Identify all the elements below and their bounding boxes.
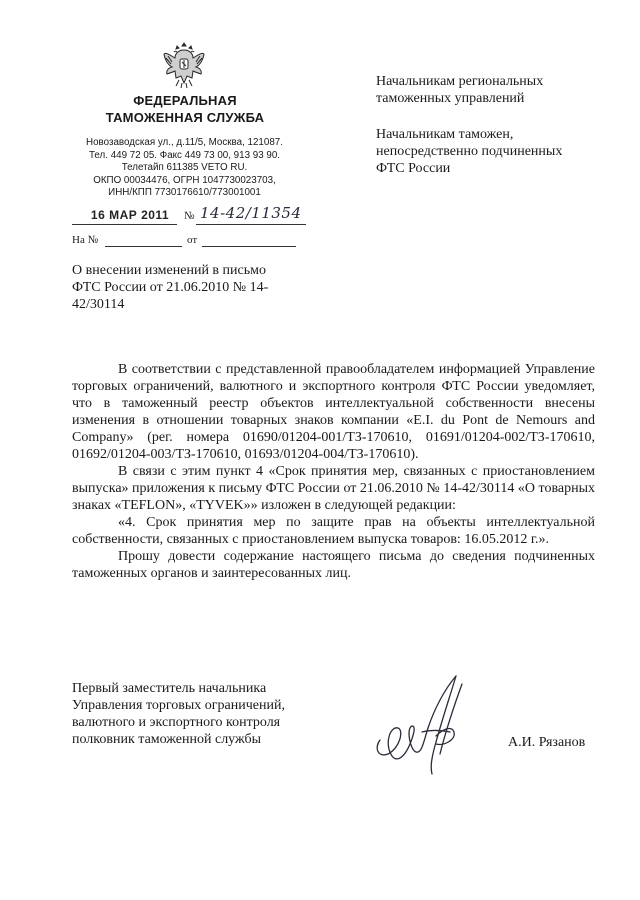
registration-number-label: № xyxy=(184,210,195,222)
addressee-line: ФТС России xyxy=(376,161,451,176)
signer-position xyxy=(72,680,342,748)
addressee-line: непосредственно подчиненных xyxy=(376,144,563,159)
signer-position-line: Управления торговых ограничений, xyxy=(72,698,285,713)
org-title xyxy=(90,92,280,126)
divider xyxy=(72,224,177,225)
addressee xyxy=(376,73,606,107)
addressee-line: Начальникам региональных xyxy=(376,74,544,89)
org-contact-details xyxy=(72,137,297,200)
body-paragraph: «4. Срок принятия мер по защите прав на объекты интеллектуальной собственности, связанных с приостановлением выпуска товаров: 16.05.2012 г.». xyxy=(72,515,595,547)
body-paragraph: Прошу довести содержание настоящего письма до сведения подчиненных таможенных органов и заинтересованных лиц. xyxy=(72,549,595,581)
org-title-line: ТАМОЖЕННАЯ СЛУЖБА xyxy=(105,110,265,125)
reference-number-label: На № xyxy=(72,234,99,246)
signer-position-line: валютного и экспортного контроля xyxy=(72,715,281,730)
reference-date-label: от xyxy=(187,234,198,246)
handwritten-signature-icon xyxy=(370,670,490,785)
addressee-line: Начальникам таможен, xyxy=(376,127,514,142)
addressee xyxy=(376,126,606,177)
registration-line xyxy=(72,204,302,226)
org-inn-kpp: ИНН/КПП 7730176610/773001001 xyxy=(108,187,261,199)
registration-number: 14-42/11354 xyxy=(200,204,302,222)
org-okpo-ogrn: ОКПО 00034476, ОГРН 1047730023703, xyxy=(93,174,276,186)
registration-date-stamp: 16 МАР 2011 xyxy=(90,208,170,222)
divider xyxy=(196,224,306,225)
body-paragraph: В соответствии с представленной правообладателем информацией Управление торговых ограничений, валютного и экспортного контроля ФТС России уведомляет, что в таможенный реестр объектов интеллектуальной собственности внесены изменения в отношении товарных знаков компании «E.I. du Pont de Nemours and Company» (рег. номера 01690/01204-001/ТЗ-170610, 01691/01204-002/ТЗ-170610, 01692/01204-003/ТЗ-170610, 01693/01204-004/ТЗ-170610). xyxy=(72,362,595,462)
subject-line: О внесении изменений в письмо xyxy=(72,263,266,278)
letter-body xyxy=(72,361,595,582)
body-paragraph: В связи с этим пункт 4 «Срок принятия мер, связанных с приостановлением выпуска» приложения к письму ФТС России от 21.06.2010 № 14-42/30114 «О товарных знаках «TEFLON», «TYVEK»» изложен в следующей редакции: xyxy=(72,464,595,513)
org-phone-fax: Тел. 449 72 05. Факс 449 73 00, 913 93 90. xyxy=(89,149,280,161)
subject-line: ФТС России от 21.06.2010 № 14- xyxy=(72,280,269,295)
letter-subject xyxy=(72,262,312,313)
signer-name: А.И. Рязанов xyxy=(508,735,586,750)
org-title-line: ФЕДЕРАЛЬНАЯ xyxy=(133,93,237,108)
subject-line: 42/30114 xyxy=(72,297,125,312)
blank-field xyxy=(202,246,296,247)
org-address: Новозаводская ул., д.11/5, Москва, 121087. xyxy=(86,137,283,148)
blank-field xyxy=(105,246,182,247)
russian-double-headed-eagle-icon xyxy=(162,40,206,90)
signer-position-line: полковник таможенной службы xyxy=(72,732,262,747)
org-teletype: Телетайп 611385 VETO RU. xyxy=(121,162,248,174)
addressee-line: таможенных управлений xyxy=(376,91,525,106)
addressee-block xyxy=(376,73,606,196)
reference-line xyxy=(72,234,302,250)
signer-position-line: Первый заместитель начальника xyxy=(72,681,267,696)
